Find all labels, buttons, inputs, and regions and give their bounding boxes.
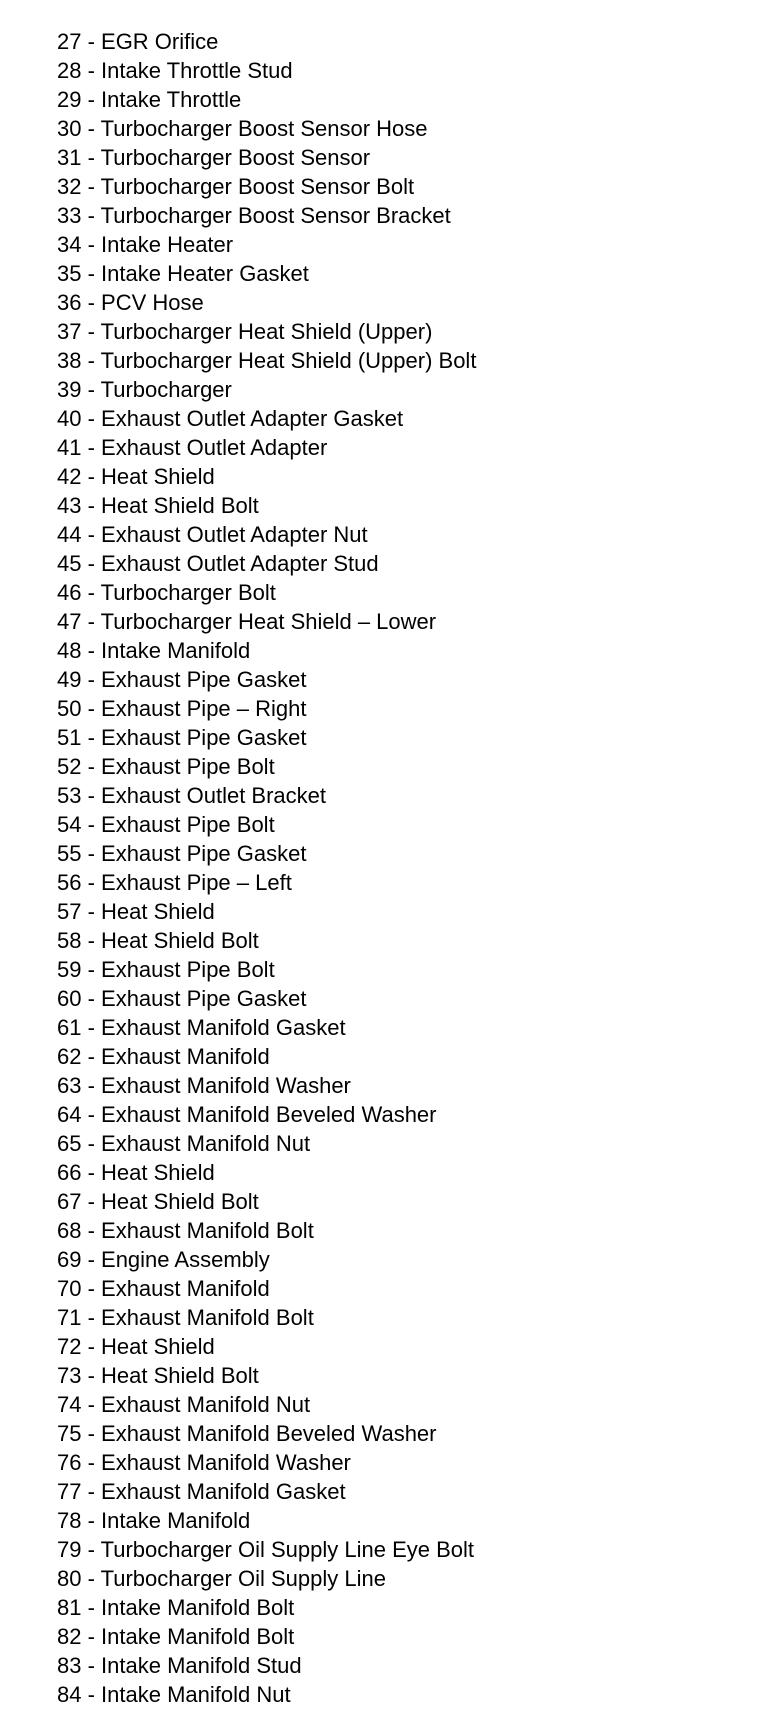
- legend-item: 27 - EGR Orifice: [57, 29, 219, 54]
- legend-item: 62 - Exhaust Manifold: [57, 1044, 270, 1069]
- legend-item: 70 - Exhaust Manifold: [57, 1276, 270, 1301]
- legend-item: 58 - Heat Shield Bolt: [57, 928, 259, 953]
- legend-item: 69 - Engine Assembly: [57, 1247, 270, 1272]
- legend-item: 76 - Exhaust Manifold Washer: [57, 1450, 351, 1475]
- legend-item: 82 - Intake Manifold Bolt: [57, 1624, 295, 1649]
- legend-item: 55 - Exhaust Pipe Gasket: [57, 841, 307, 866]
- legend-item: 56 - Exhaust Pipe – Left: [57, 870, 292, 895]
- legend-item: 52 - Exhaust Pipe Bolt: [57, 754, 275, 779]
- legend-item: 36 - PCV Hose: [57, 290, 204, 315]
- legend-item: 47 - Turbocharger Heat Shield – Lower: [57, 609, 437, 634]
- legend-item: 54 - Exhaust Pipe Bolt: [57, 812, 275, 837]
- legend-item: 45 - Exhaust Outlet Adapter Stud: [57, 551, 379, 576]
- legend-item: 40 - Exhaust Outlet Adapter Gasket: [57, 406, 404, 431]
- legend-item: 30 - Turbocharger Boost Sensor Hose: [57, 116, 428, 141]
- legend-item: 28 - Intake Throttle Stud: [57, 58, 293, 83]
- legend-item: 67 - Heat Shield Bolt: [57, 1189, 259, 1214]
- legend-item: 74 - Exhaust Manifold Nut: [57, 1392, 311, 1417]
- legend-item: 33 - Turbocharger Boost Sensor Bracket: [57, 203, 451, 228]
- legend-item: 79 - Turbocharger Oil Supply Line Eye Bolt: [57, 1537, 475, 1562]
- legend-item: 49 - Exhaust Pipe Gasket: [57, 667, 307, 692]
- legend-item: 37 - Turbocharger Heat Shield (Upper): [57, 319, 433, 344]
- legend-item: 48 - Intake Manifold: [57, 638, 251, 663]
- legend-item: 57 - Heat Shield: [57, 899, 215, 924]
- legend-item: 31 - Turbocharger Boost Sensor: [57, 145, 371, 170]
- legend-item: 66 - Heat Shield: [57, 1160, 215, 1185]
- legend-item: 77 - Exhaust Manifold Gasket: [57, 1479, 346, 1504]
- legend-item: 80 - Turbocharger Oil Supply Line: [57, 1566, 386, 1591]
- legend-item: 81 - Intake Manifold Bolt: [57, 1595, 295, 1620]
- legend-item: 65 - Exhaust Manifold Nut: [57, 1131, 311, 1156]
- legend-item: 71 - Exhaust Manifold Bolt: [57, 1305, 314, 1330]
- legend-item: 41 - Exhaust Outlet Adapter: [57, 435, 328, 460]
- legend-item: 38 - Turbocharger Heat Shield (Upper) Bolt: [57, 348, 477, 373]
- legend-item: 53 - Exhaust Outlet Bracket: [57, 783, 327, 808]
- legend-item: 73 - Heat Shield Bolt: [57, 1363, 259, 1388]
- legend-item: 32 - Turbocharger Boost Sensor Bolt: [57, 174, 415, 199]
- legend-item: 68 - Exhaust Manifold Bolt: [57, 1218, 314, 1243]
- legend-item: 46 - Turbocharger Bolt: [57, 580, 276, 605]
- legend-item: 61 - Exhaust Manifold Gasket: [57, 1015, 346, 1040]
- legend-item: 64 - Exhaust Manifold Beveled Washer: [57, 1102, 437, 1127]
- legend-item: 35 - Intake Heater Gasket: [57, 261, 309, 286]
- legend-item: 42 - Heat Shield: [57, 464, 215, 489]
- legend-item: 50 - Exhaust Pipe – Right: [57, 696, 307, 721]
- legend-item: 29 - Intake Throttle: [57, 87, 242, 112]
- legend-item: 34 - Intake Heater: [57, 232, 234, 257]
- legend-item: 83 - Intake Manifold Stud: [57, 1653, 302, 1678]
- legend-item: 43 - Heat Shield Bolt: [57, 493, 259, 518]
- legend-item: 59 - Exhaust Pipe Bolt: [57, 957, 275, 982]
- legend-item: 51 - Exhaust Pipe Gasket: [57, 725, 307, 750]
- legend-item: 75 - Exhaust Manifold Beveled Washer: [57, 1421, 437, 1446]
- legend-item: 39 - Turbocharger: [57, 377, 232, 402]
- legend-item: 44 - Exhaust Outlet Adapter Nut: [57, 522, 368, 547]
- legend-item: 72 - Heat Shield: [57, 1334, 215, 1359]
- legend-item: 60 - Exhaust Pipe Gasket: [57, 986, 307, 1011]
- parts-legend-list: [57, 27, 476, 1709]
- legend-item: 84 - Intake Manifold Nut: [57, 1682, 291, 1707]
- legend-item: 78 - Intake Manifold: [57, 1508, 251, 1533]
- legend-item: 63 - Exhaust Manifold Washer: [57, 1073, 351, 1098]
